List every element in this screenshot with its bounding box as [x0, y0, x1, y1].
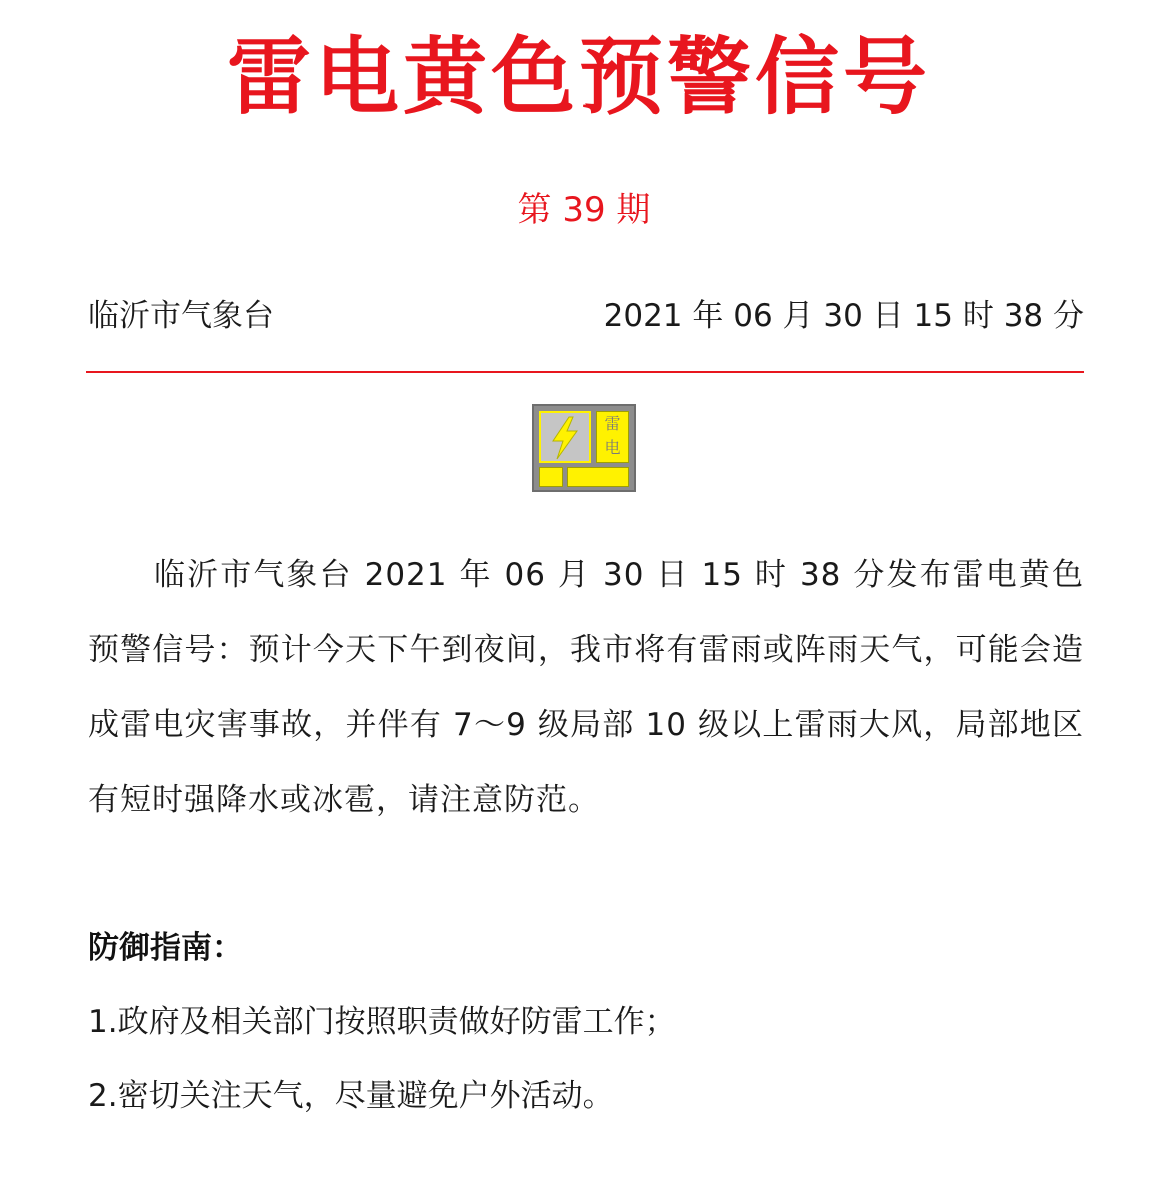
lightning-icon: [539, 411, 591, 463]
guide-item: 2.密切关注天气，尽量避免户外活动。: [88, 1078, 614, 1114]
meta-row: [88, 292, 1084, 340]
warning-caption-icon: [567, 467, 629, 487]
document-title: 雷电黄色预警信号: [226, 28, 931, 126]
red-divider: [86, 371, 1084, 373]
thunder-label-icon: 雷电: [596, 411, 629, 463]
thunder-yellow-warning-icon: [532, 404, 636, 492]
guide-list: [88, 994, 676, 1142]
guide-item: 1.政府及相关部门按照职责做好防雷工作；: [88, 1004, 676, 1040]
issue-datetime: 2021 年 06 月 30 日 15 时 38 分: [603, 298, 1084, 334]
issue-number: 第 39 期: [517, 190, 651, 230]
warning-mark-icon: [539, 467, 563, 487]
warning-body: 临沂市气象台 2021 年 06 月 30 日 15 时 38 分发布雷电黄色预警信号：预计今天下午到夜间，我市将有雷雨或阵雨天气，可能会造成雷电灾害事故，并伴有 7～9 级局部 10 级以上雷雨大风，局部地区有短时强降水或冰雹，请注意防范。: [88, 557, 1084, 818]
issuer-name: 临沂市气象台: [88, 298, 274, 334]
guide-heading: 防御指南：: [88, 930, 243, 966]
